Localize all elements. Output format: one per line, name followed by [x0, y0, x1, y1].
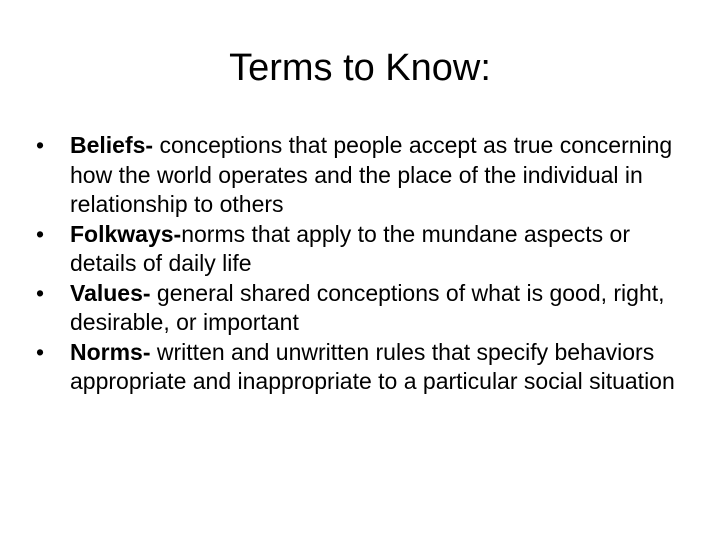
term-name: Folkways-	[70, 220, 182, 247]
bullet-icon: •	[36, 220, 45, 247]
term-name: Values-	[70, 279, 151, 306]
term-name: Beliefs-	[70, 132, 154, 158]
slide-title: Terms to Know:	[229, 47, 491, 89]
term-name: Norms-	[70, 338, 151, 365]
term-definition: written and unwritten rules that specify behaviors appropriate and inappropriate to a particular social situation	[70, 338, 675, 394]
term-definition: conceptions that people accept as true concerning how the world operates and the place of the individual in relationship to others	[70, 132, 673, 217]
term-item-beliefs	[36, 131, 676, 220]
term-item-norms	[36, 338, 676, 397]
term-item-values	[36, 279, 676, 338]
bullet-icon: •	[36, 132, 45, 158]
term-definition: general shared conceptions of what is good, right, desirable, or important	[70, 279, 665, 335]
term-item-folkways	[36, 220, 676, 279]
bullet-icon: •	[36, 338, 45, 365]
bullet-icon: •	[36, 279, 45, 306]
term-list	[36, 131, 676, 397]
term-definition: norms that apply to the mundane aspects or details of daily life	[70, 220, 630, 276]
